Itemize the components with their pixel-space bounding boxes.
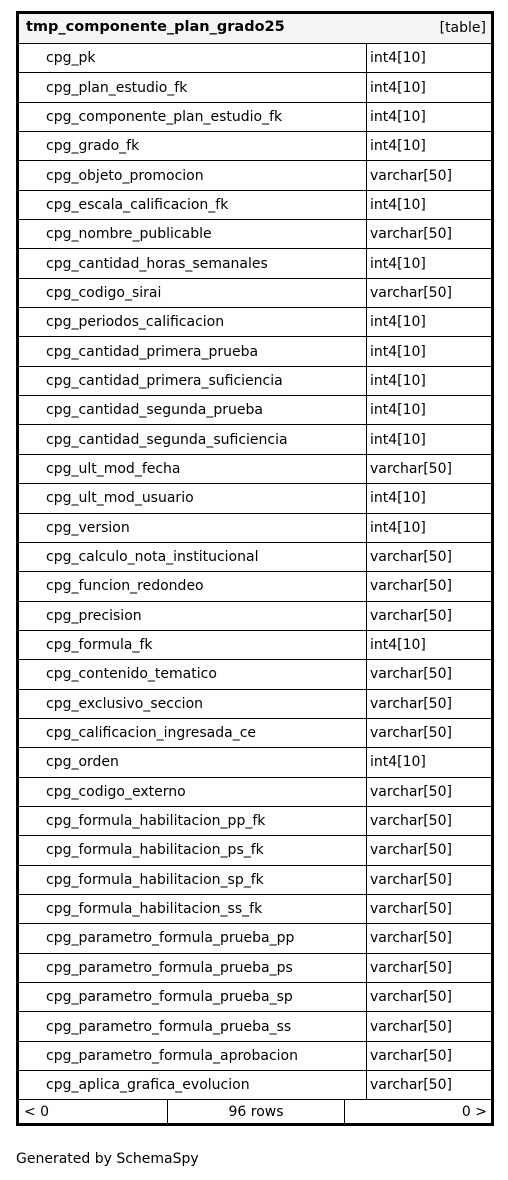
column-name: cpg_ult_mod_usuario xyxy=(19,484,367,512)
column-row[interactable] xyxy=(19,396,491,425)
column-type: int4[10] xyxy=(370,196,426,213)
column-row[interactable] xyxy=(19,220,491,249)
column-type: varchar[50] xyxy=(370,167,452,184)
column-type: varchar[50] xyxy=(370,813,452,830)
child-count[interactable]: 0 > xyxy=(461,1103,487,1120)
column-row[interactable] xyxy=(19,337,491,366)
column-name: cpg_formula_habilitacion_pp_fk xyxy=(19,807,367,835)
column-name: cpg_exclusivo_seccion xyxy=(19,690,367,718)
column-name: cpg_objeto_promocion xyxy=(19,161,367,189)
column-type: varchar[50] xyxy=(370,989,452,1006)
column-type: int4[10] xyxy=(370,754,426,771)
column-row[interactable] xyxy=(19,895,491,924)
column-row[interactable] xyxy=(19,748,491,777)
column-type: varchar[50] xyxy=(370,460,452,477)
column-name: cpg_orden xyxy=(19,748,367,776)
column-name: cpg_cantidad_primera_prueba xyxy=(19,337,367,365)
column-name: cpg_periodos_calificacion xyxy=(19,308,367,336)
column-row[interactable] xyxy=(19,543,491,572)
column-row[interactable] xyxy=(19,249,491,278)
column-type: int4[10] xyxy=(370,108,426,125)
table-kind-label: [table] xyxy=(439,20,486,36)
column-row[interactable] xyxy=(19,132,491,161)
column-type: int4[10] xyxy=(370,637,426,654)
column-type: int4[10] xyxy=(370,372,426,389)
column-row[interactable] xyxy=(19,73,491,102)
column-row[interactable] xyxy=(19,455,491,484)
column-name: cpg_grado_fk xyxy=(19,132,367,160)
column-name: cpg_parametro_formula_prueba_ps xyxy=(19,954,367,982)
column-row[interactable] xyxy=(19,484,491,513)
column-name: cpg_plan_estudio_fk xyxy=(19,73,367,101)
column-name: cpg_ult_mod_fecha xyxy=(19,455,367,483)
column-name: cpg_formula_habilitacion_ss_fk xyxy=(19,895,367,923)
column-row[interactable] xyxy=(19,690,491,719)
row-count: 96 rows xyxy=(168,1100,345,1123)
column-row[interactable] xyxy=(19,660,491,689)
column-row[interactable] xyxy=(19,719,491,748)
column-row[interactable] xyxy=(19,866,491,895)
column-name: cpg_cantidad_horas_semanales xyxy=(19,249,367,277)
table-footer xyxy=(19,1100,491,1123)
table-header xyxy=(19,14,491,44)
column-name: cpg_version xyxy=(19,514,367,542)
column-type: int4[10] xyxy=(370,402,426,419)
column-name: cpg_escala_calificacion_fk xyxy=(19,191,367,219)
column-type: varchar[50] xyxy=(370,226,452,243)
column-row[interactable] xyxy=(19,778,491,807)
column-name: cpg_codigo_externo xyxy=(19,778,367,806)
column-type: varchar[50] xyxy=(370,871,452,888)
column-type: varchar[50] xyxy=(370,783,452,800)
column-type: varchar[50] xyxy=(370,695,452,712)
column-name: cpg_funcion_redondeo xyxy=(19,572,367,600)
column-type: varchar[50] xyxy=(370,842,452,859)
column-type: varchar[50] xyxy=(370,284,452,301)
column-row[interactable] xyxy=(19,514,491,543)
column-row[interactable] xyxy=(19,954,491,983)
column-row[interactable] xyxy=(19,602,491,631)
column-type: varchar[50] xyxy=(370,1077,452,1094)
column-name: cpg_precision xyxy=(19,602,367,630)
column-name: cpg_parametro_formula_prueba_sp xyxy=(19,983,367,1011)
column-row[interactable] xyxy=(19,44,491,73)
column-row[interactable] xyxy=(19,425,491,454)
column-type: varchar[50] xyxy=(370,607,452,624)
column-type: int4[10] xyxy=(370,519,426,536)
column-row[interactable] xyxy=(19,308,491,337)
column-row[interactable] xyxy=(19,191,491,220)
column-type: varchar[50] xyxy=(370,666,452,683)
parent-count[interactable]: < 0 xyxy=(19,1100,168,1123)
column-type: varchar[50] xyxy=(370,549,452,566)
column-type: int4[10] xyxy=(370,138,426,155)
column-type: int4[10] xyxy=(370,490,426,507)
column-type: varchar[50] xyxy=(370,578,452,595)
column-row[interactable] xyxy=(19,1012,491,1041)
column-type: varchar[50] xyxy=(370,1018,452,1035)
column-name: cpg_codigo_sirai xyxy=(19,279,367,307)
column-name: cpg_parametro_formula_prueba_ss xyxy=(19,1012,367,1040)
column-type: int4[10] xyxy=(370,431,426,448)
column-list xyxy=(19,44,491,1100)
column-type: varchar[50] xyxy=(370,1047,452,1064)
column-row[interactable] xyxy=(19,983,491,1012)
column-name: cpg_aplica_grafica_evolucion xyxy=(19,1071,367,1099)
column-name: cpg_formula_habilitacion_sp_fk xyxy=(19,866,367,894)
column-type: int4[10] xyxy=(370,343,426,360)
column-name: cpg_pk xyxy=(19,44,367,72)
column-name: cpg_cantidad_segunda_prueba xyxy=(19,396,367,424)
column-name: cpg_parametro_formula_aprobacion xyxy=(19,1042,367,1070)
table-entity xyxy=(16,11,494,1126)
column-name: cpg_calculo_nota_institucional xyxy=(19,543,367,571)
column-name: cpg_cantidad_primera_suficiencia xyxy=(19,367,367,395)
column-row[interactable] xyxy=(19,631,491,660)
column-type: varchar[50] xyxy=(370,725,452,742)
column-name: cpg_nombre_publicable xyxy=(19,220,367,248)
column-name: cpg_parametro_formula_prueba_pp xyxy=(19,924,367,952)
column-name: cpg_cantidad_segunda_suficiencia xyxy=(19,425,367,453)
column-row[interactable] xyxy=(19,161,491,190)
column-type: int4[10] xyxy=(370,314,426,331)
generated-by-text: Generated by SchemaSpy xyxy=(16,1151,199,1167)
column-type: varchar[50] xyxy=(370,959,452,976)
column-type: varchar[50] xyxy=(370,901,452,918)
column-row[interactable] xyxy=(19,1071,491,1100)
column-name: cpg_formula_fk xyxy=(19,631,367,659)
column-row[interactable] xyxy=(19,572,491,601)
column-row[interactable] xyxy=(19,103,491,132)
column-row[interactable] xyxy=(19,1042,491,1071)
column-type: int4[10] xyxy=(370,255,426,272)
column-name: cpg_calificacion_ingresada_ce xyxy=(19,719,367,747)
column-type: varchar[50] xyxy=(370,930,452,947)
table-name[interactable]: tmp_componente_plan_grado25 xyxy=(26,19,285,35)
column-name: cpg_contenido_tematico xyxy=(19,660,367,688)
column-row[interactable] xyxy=(19,836,491,865)
column-row[interactable] xyxy=(19,367,491,396)
column-row[interactable] xyxy=(19,279,491,308)
column-type: int4[10] xyxy=(370,79,426,96)
column-row[interactable] xyxy=(19,924,491,953)
column-row[interactable] xyxy=(19,807,491,836)
column-name: cpg_componente_plan_estudio_fk xyxy=(19,103,367,131)
column-type: int4[10] xyxy=(370,50,426,67)
column-name: cpg_formula_habilitacion_ps_fk xyxy=(19,836,367,864)
